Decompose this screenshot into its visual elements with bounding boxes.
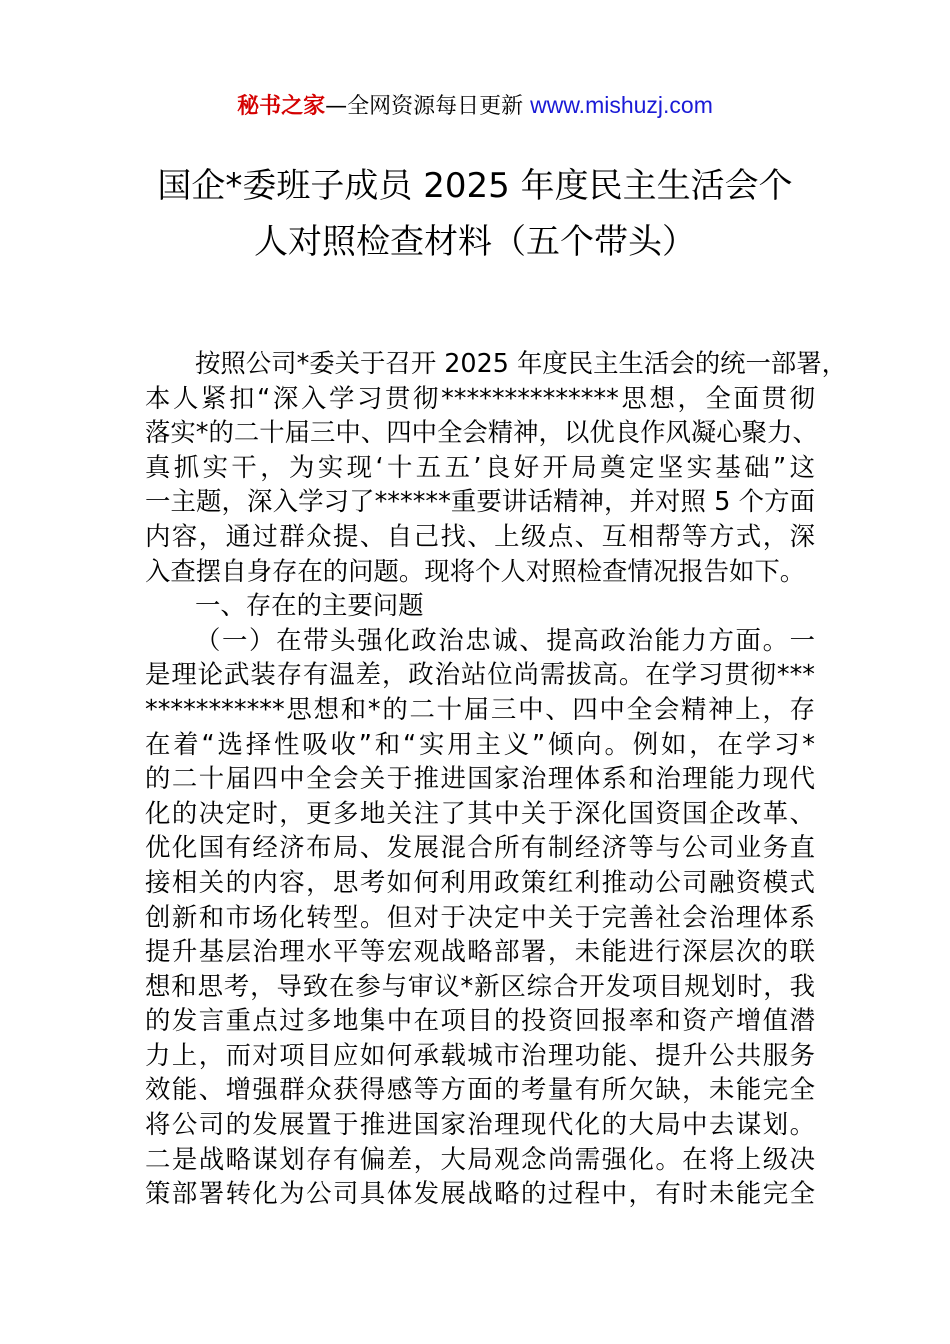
subsection-heading: （一）在带头强化政治忠诚、提高政治能力方面。一 — [195, 624, 815, 655]
site-header — [0, 88, 950, 124]
body-line: 本人紧扣“深入学习贯彻**************思想，全面贯彻 — [145, 382, 815, 413]
body-line: 按照公司*委关于召开 2025 年度民主生活会的统一部署， — [195, 348, 848, 378]
title-line-2: 人对照检查材料（五个带头） — [254, 222, 696, 262]
body-line: 创新和市场化转型。但对于决定中关于完善社会治理体系 — [145, 901, 815, 932]
body-line: 策部署转化为公司具体发展战略的过程中，有时未能完全 — [145, 1178, 815, 1209]
body-line: 在着“选择性吸收”和“实用主义”倾向。例如，在学习* — [145, 728, 815, 759]
body-line: 化的决定时，更多地关注了其中关于深化国资国企改革、 — [145, 797, 815, 828]
body-line: 入查摆自身存在的问题。现将个人对照检查情况报告如下。 — [145, 555, 806, 586]
site-brand: 秘书之家 — [237, 94, 326, 119]
body-line: 一主题，深入学习了******重要讲话精神，并对照 5 个方面 — [145, 486, 815, 517]
site-tagline: —全网资源每日更新 — [325, 94, 531, 119]
body-line: 想和思考，导致在参与审议*新区综合开发项目规划时，我 — [145, 970, 815, 1001]
body-line: 力上，而对项目应如何承载城市治理功能、提升公共服务 — [145, 1039, 815, 1070]
site-url-link[interactable]: www.mishuzj.com — [530, 92, 713, 118]
section-heading: 一、存在的主要问题 — [195, 590, 424, 621]
title-line-1: 国企*委班子成员 2025 年度民主生活会个 — [157, 166, 793, 206]
body-line: ***********思想和*的二十届三中、四中全会精神上，存 — [145, 693, 815, 724]
body-line: 将公司的发展置于推进国家治理现代化的大局中去谋划。 — [145, 1109, 815, 1140]
body-line: 提升基层治理水平等宏观战略部署，未能进行深层次的联 — [145, 936, 815, 967]
body-line: 效能、增强群众获得感等方面的考量有所欠缺，未能完全 — [145, 1074, 815, 1105]
document-body — [145, 346, 848, 1211]
body-line: 内容，通过群众提、自己找、上级点、互相帮等方式，深 — [145, 520, 815, 551]
body-line: 真抓实干，为实现‘十五五’良好开局奠定坚实基础”这 — [145, 451, 815, 482]
body-line: 落实*的二十届三中、四中全会精神，以优良作风凝心聚力、 — [145, 417, 818, 448]
body-line: 的发言重点过多地集中在项目的投资回报率和资产增值潜 — [145, 1005, 815, 1036]
body-line: 二是战略谋划存有偏差，大局观念尚需强化。在将上级决 — [145, 1143, 815, 1174]
body-line: 的二十届四中全会关于推进国家治理体系和治理能力现代 — [145, 763, 815, 794]
body-line: 优化国有经济布局、发展混合所有制经济等与公司业务直 — [145, 832, 815, 863]
body-line: 接相关的内容，思考如何利用政策红利推动公司融资模式 — [145, 866, 815, 897]
document-title — [120, 158, 830, 270]
body-line: 是理论武装存有温差，政治站位尚需拔高。在学习贯彻*** — [145, 659, 815, 690]
